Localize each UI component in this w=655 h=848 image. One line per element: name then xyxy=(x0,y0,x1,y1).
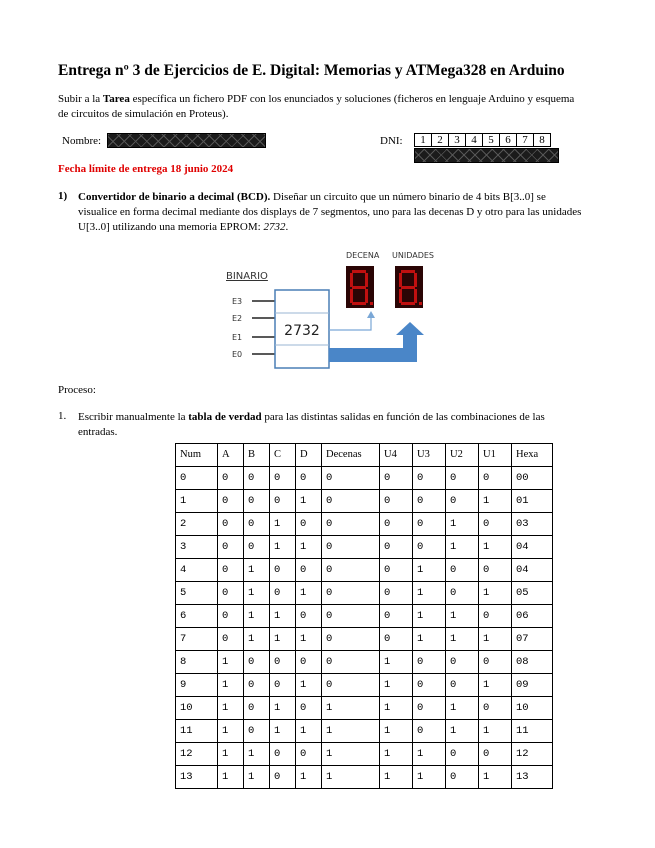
table-cell: 0 xyxy=(446,743,479,766)
table-header-cell: D xyxy=(296,444,322,467)
table-cell: 8 xyxy=(176,651,218,674)
table-cell: 04 xyxy=(512,559,553,582)
table-cell: 0 xyxy=(244,467,270,490)
table-cell: 0 xyxy=(380,467,413,490)
table-cell: 1 xyxy=(446,536,479,559)
table-row xyxy=(176,628,553,651)
table-cell: 1 xyxy=(446,628,479,651)
table-cell: 0 xyxy=(322,467,380,490)
table-cell: 1 xyxy=(380,651,413,674)
table-cell: 1 xyxy=(413,582,446,605)
step-1-text xyxy=(78,410,583,440)
table-header-cell: C xyxy=(270,444,296,467)
table-row xyxy=(176,674,553,697)
table-row xyxy=(176,559,553,582)
table-cell: 0 xyxy=(244,513,270,536)
decena-display xyxy=(346,266,374,308)
table-cell: 0 xyxy=(296,651,322,674)
question-number: 1) xyxy=(58,190,68,202)
intro-text-post: específica un fichero PDF con los enunciados y soluciones (ficheros en lenguaje Arduino y esquema de circuitos de simulación en Proteus). xyxy=(58,93,575,120)
table-cell: 3 xyxy=(176,536,218,559)
table-row xyxy=(176,513,553,536)
table-cell: 1 xyxy=(380,743,413,766)
table-cell: 0 xyxy=(413,513,446,536)
table-cell: 11 xyxy=(176,720,218,743)
deadline: Fecha límite de entrega 18 junio 2024 xyxy=(58,163,234,175)
table-row xyxy=(176,605,553,628)
table-cell: 1 xyxy=(296,536,322,559)
table-cell: 07 xyxy=(512,628,553,651)
input-e1: E1 xyxy=(232,333,243,342)
table-cell: 1 xyxy=(479,628,512,651)
table-cell: 1 xyxy=(322,743,380,766)
table-row xyxy=(176,743,553,766)
chip-ref: 2732 xyxy=(263,221,286,233)
question-end: . xyxy=(285,221,289,233)
table-cell: 01 xyxy=(512,490,553,513)
table-cell: 0 xyxy=(296,467,322,490)
table-cell: 0 xyxy=(413,651,446,674)
dni-digit-cell: 1 xyxy=(415,134,432,147)
table-cell: 0 xyxy=(218,536,244,559)
dni-digit-cell: 2 xyxy=(432,134,449,147)
table-cell: 0 xyxy=(413,697,446,720)
chip-label: 2732 xyxy=(284,323,320,339)
table-cell: 1 xyxy=(380,697,413,720)
dni-digits-row xyxy=(415,134,551,147)
table-cell: 2 xyxy=(176,513,218,536)
table-row xyxy=(176,582,553,605)
unidades-display xyxy=(395,266,423,308)
table-cell: 0 xyxy=(413,490,446,513)
table-cell: 1 xyxy=(479,766,512,789)
input-e3: E3 xyxy=(232,297,243,306)
table-cell: 1 xyxy=(270,536,296,559)
dni-digit-cell: 4 xyxy=(466,134,483,147)
table-cell: 0 xyxy=(413,674,446,697)
table-cell: 0 xyxy=(244,651,270,674)
table-cell: 0 xyxy=(322,513,380,536)
table-cell: 06 xyxy=(512,605,553,628)
table-cell: 1 xyxy=(218,720,244,743)
table-cell: 0 xyxy=(270,674,296,697)
table-cell: 1 xyxy=(270,605,296,628)
table-cell: 13 xyxy=(512,766,553,789)
table-cell: 0 xyxy=(322,651,380,674)
table-cell: 0 xyxy=(380,559,413,582)
table-cell: 0 xyxy=(270,559,296,582)
table-cell: 0 xyxy=(446,582,479,605)
table-cell: 0 xyxy=(479,513,512,536)
table-cell: 1 xyxy=(244,582,270,605)
truth-table xyxy=(175,443,553,789)
table-cell: 9 xyxy=(176,674,218,697)
table-cell: 0 xyxy=(380,490,413,513)
table-header-cell: Num xyxy=(176,444,218,467)
table-cell: 1 xyxy=(296,490,322,513)
table-header-cell: Decenas xyxy=(322,444,380,467)
table-cell: 0 xyxy=(322,628,380,651)
table-cell: 0 xyxy=(322,559,380,582)
decena-arrow-head xyxy=(367,311,375,318)
table-cell: 13 xyxy=(176,766,218,789)
step-bold: tabla de verdad xyxy=(188,411,262,423)
table-cell: 1 xyxy=(322,766,380,789)
step-post: para las distintas salidas en función de las combinaciones de las entradas. xyxy=(78,411,545,438)
input-e2: E2 xyxy=(232,314,243,323)
table-cell: 0 xyxy=(446,467,479,490)
dni-digit-cell: 7 xyxy=(517,134,534,147)
table-header-cell: B xyxy=(244,444,270,467)
table-row xyxy=(176,490,553,513)
table-cell: 1 xyxy=(270,513,296,536)
table-cell: 0 xyxy=(244,720,270,743)
table-cell: 0 xyxy=(296,743,322,766)
table-cell: 1 xyxy=(479,720,512,743)
table-cell: 0 xyxy=(218,467,244,490)
step-pre: Escribir manualmente la xyxy=(78,411,189,423)
table-cell: 1 xyxy=(296,674,322,697)
page-title: Entrega nº 3 de Ejercicios de E. Digital: Memorias y ATMega328 en Arduino xyxy=(58,62,565,79)
table-cell: 10 xyxy=(512,697,553,720)
table-cell: 03 xyxy=(512,513,553,536)
step-number: 1. xyxy=(58,410,67,422)
table-cell: 1 xyxy=(380,720,413,743)
table-cell: 1 xyxy=(446,720,479,743)
table-cell: 1 xyxy=(270,628,296,651)
table-cell: 11 xyxy=(512,720,553,743)
table-cell: 1 xyxy=(244,559,270,582)
table-header-cell: U2 xyxy=(446,444,479,467)
dni-digit-cell: 3 xyxy=(449,134,466,147)
table-row xyxy=(176,467,553,490)
table-cell: 0 xyxy=(296,605,322,628)
dni-label: DNI: xyxy=(380,135,403,147)
table-cell: 7 xyxy=(176,628,218,651)
table-cell: 0 xyxy=(270,582,296,605)
table-cell: 1 xyxy=(218,743,244,766)
table-cell: 12 xyxy=(176,743,218,766)
table-body xyxy=(176,467,553,789)
table-cell: 1 xyxy=(380,674,413,697)
table-cell: 1 xyxy=(244,766,270,789)
bcd-diagram xyxy=(222,248,437,370)
table-cell: 1 xyxy=(413,605,446,628)
table-cell: 1 xyxy=(270,720,296,743)
table-cell: 0 xyxy=(270,490,296,513)
name-label: Nombre: xyxy=(62,135,102,147)
table-cell: 0 xyxy=(270,467,296,490)
unidades-label: UNIDADES xyxy=(392,251,434,260)
table-cell: 0 xyxy=(479,467,512,490)
table-cell: 1 xyxy=(218,651,244,674)
table-cell: 0 xyxy=(322,605,380,628)
table-row xyxy=(176,720,553,743)
table-row xyxy=(176,536,553,559)
intro-text-pre: Subir a la xyxy=(58,93,103,105)
question-1-text xyxy=(78,190,583,235)
table-header-cell: U4 xyxy=(380,444,413,467)
table-cell: 1 xyxy=(479,674,512,697)
table-cell: 08 xyxy=(512,651,553,674)
binario-label: BINARIO xyxy=(226,271,268,282)
table-cell: 0 xyxy=(218,582,244,605)
table-row xyxy=(176,697,553,720)
table-cell: 1 xyxy=(296,720,322,743)
table-cell: 6 xyxy=(176,605,218,628)
table-cell: 1 xyxy=(218,697,244,720)
table-cell: 4 xyxy=(176,559,218,582)
table-row xyxy=(176,766,553,789)
decena-connection xyxy=(329,316,371,330)
question-title: Convertidor de binario a decimal (BCD). xyxy=(78,191,271,203)
intro-paragraph xyxy=(58,92,578,122)
table-cell: 0 xyxy=(296,559,322,582)
table-header-cell: A xyxy=(218,444,244,467)
table-cell: 0 xyxy=(244,697,270,720)
table-cell: 0 xyxy=(479,697,512,720)
dni-table xyxy=(414,133,551,147)
table-cell: 0 xyxy=(296,697,322,720)
table-header-cell: U1 xyxy=(479,444,512,467)
table-cell: 1 xyxy=(296,766,322,789)
unidades-arrow xyxy=(329,322,424,362)
table-cell: 1 xyxy=(446,697,479,720)
table-cell: 1 xyxy=(244,628,270,651)
table-header-cell: Hexa xyxy=(512,444,553,467)
table-cell: 0 xyxy=(322,674,380,697)
table-cell: 0 xyxy=(413,720,446,743)
table-cell: 1 xyxy=(479,582,512,605)
table-cell: 0 xyxy=(218,513,244,536)
table-row xyxy=(176,651,553,674)
table-cell: 1 xyxy=(218,674,244,697)
table-cell: 0 xyxy=(244,490,270,513)
table-cell: 0 xyxy=(380,582,413,605)
table-cell: 0 xyxy=(218,605,244,628)
table-cell: 1 xyxy=(380,766,413,789)
table-cell: 12 xyxy=(512,743,553,766)
table-cell: 04 xyxy=(512,536,553,559)
table-cell: 1 xyxy=(296,628,322,651)
decena-label: DECENA xyxy=(346,251,380,260)
table-cell: 1 xyxy=(413,766,446,789)
redacted-name xyxy=(107,133,266,148)
table-cell: 0 xyxy=(218,559,244,582)
table-cell: 5 xyxy=(176,582,218,605)
table-cell: 1 xyxy=(244,743,270,766)
table-cell: 0 xyxy=(244,536,270,559)
table-cell: 0 xyxy=(218,490,244,513)
table-cell: 0 xyxy=(270,766,296,789)
table-cell: 1 xyxy=(176,490,218,513)
table-cell: 0 xyxy=(296,513,322,536)
table-cell: 1 xyxy=(479,490,512,513)
table-cell: 1 xyxy=(270,697,296,720)
table-cell: 1 xyxy=(413,628,446,651)
table-cell: 0 xyxy=(270,651,296,674)
table-cell: 0 xyxy=(380,513,413,536)
table-cell: 0 xyxy=(322,536,380,559)
table-cell: 0 xyxy=(413,467,446,490)
table-cell: 1 xyxy=(479,536,512,559)
table-header-row xyxy=(176,444,553,467)
proceso-label: Proceso: xyxy=(58,384,96,396)
dni-digit-cell: 6 xyxy=(500,134,517,147)
table-cell: 0 xyxy=(446,559,479,582)
table-cell: 0 xyxy=(270,743,296,766)
table-cell: 0 xyxy=(479,651,512,674)
table-cell: 0 xyxy=(322,582,380,605)
table-cell: 00 xyxy=(512,467,553,490)
table-cell: 0 xyxy=(479,605,512,628)
table-cell: 0 xyxy=(413,536,446,559)
table-cell: 0 xyxy=(380,536,413,559)
table-cell: 1 xyxy=(413,743,446,766)
table-cell: 1 xyxy=(446,605,479,628)
table-cell: 1 xyxy=(446,513,479,536)
table-cell: 1 xyxy=(296,582,322,605)
table-cell: 0 xyxy=(446,766,479,789)
table-cell: 0 xyxy=(244,674,270,697)
table-cell: 1 xyxy=(322,720,380,743)
intro-bold: Tarea xyxy=(102,93,130,105)
table-cell: 1 xyxy=(244,605,270,628)
table-cell: 09 xyxy=(512,674,553,697)
input-e0: E0 xyxy=(232,350,243,359)
table-cell: 0 xyxy=(380,628,413,651)
dni-digit-cell: 8 xyxy=(534,134,551,147)
table-cell: 0 xyxy=(479,743,512,766)
table-cell: 10 xyxy=(176,697,218,720)
table-cell: 1 xyxy=(322,697,380,720)
table-cell: 05 xyxy=(512,582,553,605)
dni-digit-cell: 5 xyxy=(483,134,500,147)
table-cell: 0 xyxy=(446,490,479,513)
table-cell: 0 xyxy=(479,559,512,582)
table-cell: 0 xyxy=(446,674,479,697)
redacted-dni xyxy=(414,148,559,163)
table-cell: 1 xyxy=(218,766,244,789)
table-header-cell: U3 xyxy=(413,444,446,467)
table-cell: 0 xyxy=(446,651,479,674)
table-cell: 1 xyxy=(413,559,446,582)
table-cell: 0 xyxy=(380,605,413,628)
table-cell: 0 xyxy=(176,467,218,490)
question-body: Diseñar un circuito que un número binario de 4 bits B[3..0] se visualice en forma decimal mediante dos displays de 7 segmentos, uno para las decenas D y otro para las unidades U[3..0] utilizando una memoria EPROM: xyxy=(78,191,582,233)
table-cell: 0 xyxy=(322,490,380,513)
table-cell: 0 xyxy=(218,628,244,651)
